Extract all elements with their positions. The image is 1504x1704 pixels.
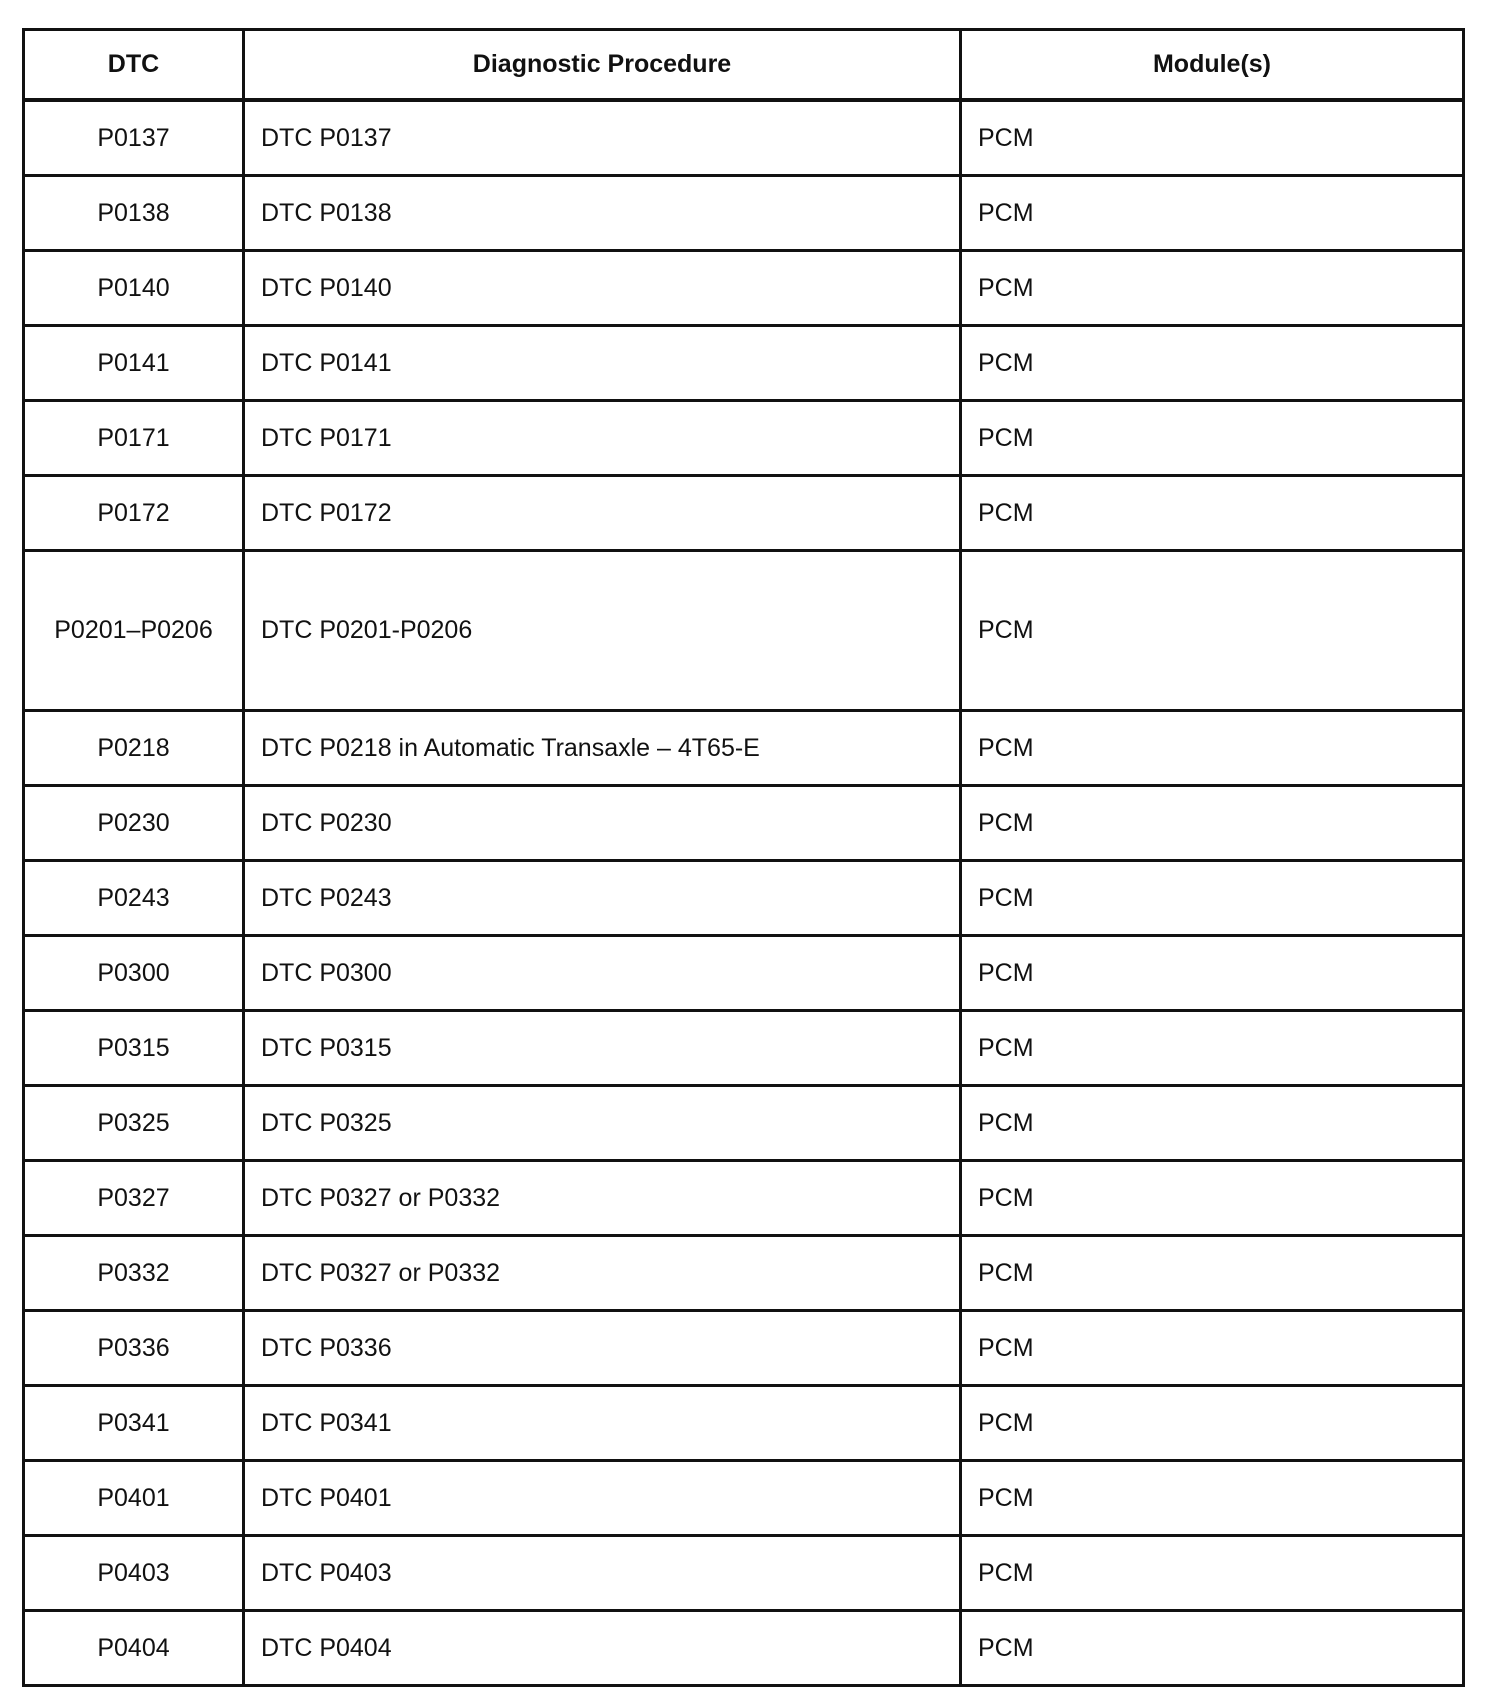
table-row: [24, 551, 1464, 711]
diagnostic-procedure: DTC P0327 or P0332: [244, 1161, 961, 1236]
module: PCM: [961, 1236, 1464, 1311]
module: PCM: [961, 176, 1464, 251]
table-row: [24, 1536, 1464, 1611]
module: PCM: [961, 1461, 1464, 1536]
table-row: [24, 1236, 1464, 1311]
table-row: [24, 401, 1464, 476]
table-row: [24, 936, 1464, 1011]
dtc-code: P0230: [24, 786, 244, 861]
module: PCM: [961, 1386, 1464, 1461]
table-body: [24, 100, 1464, 1686]
module: PCM: [961, 476, 1464, 551]
module: PCM: [961, 1011, 1464, 1086]
module: PCM: [961, 326, 1464, 401]
dtc-code: P0218: [24, 711, 244, 786]
table-row: [24, 476, 1464, 551]
table-row: [24, 786, 1464, 861]
diagnostic-procedure: DTC P0300: [244, 936, 961, 1011]
dtc-code: P0401: [24, 1461, 244, 1536]
module: PCM: [961, 100, 1464, 176]
diagnostic-procedure: DTC P0336: [244, 1311, 961, 1386]
module: PCM: [961, 251, 1464, 326]
module: PCM: [961, 936, 1464, 1011]
table-row: [24, 1011, 1464, 1086]
table-row: [24, 176, 1464, 251]
diagnostic-procedure: DTC P0327 or P0332: [244, 1236, 961, 1311]
dtc-code: P0140: [24, 251, 244, 326]
diagnostic-procedure: DTC P0315: [244, 1011, 961, 1086]
diagnostic-procedure: DTC P0172: [244, 476, 961, 551]
module: PCM: [961, 1161, 1464, 1236]
table-row: [24, 711, 1464, 786]
module: PCM: [961, 711, 1464, 786]
dtc-code: P0336: [24, 1311, 244, 1386]
dtc-code: P0137: [24, 100, 244, 176]
table-row: [24, 1311, 1464, 1386]
dtc-code: P0403: [24, 1536, 244, 1611]
header-modules: Module(s): [961, 30, 1464, 101]
diagnostic-procedure: DTC P0341: [244, 1386, 961, 1461]
dtc-code: P0332: [24, 1236, 244, 1311]
dtc-code: P0315: [24, 1011, 244, 1086]
table-row: [24, 1386, 1464, 1461]
dtc-code: P0171: [24, 401, 244, 476]
dtc-code: P0341: [24, 1386, 244, 1461]
module: PCM: [961, 786, 1464, 861]
diagnostic-procedure: DTC P0325: [244, 1086, 961, 1161]
diagnostic-procedure: DTC P0138: [244, 176, 961, 251]
header-dtc: DTC: [24, 30, 244, 101]
table-row: [24, 100, 1464, 176]
module: PCM: [961, 861, 1464, 936]
diagnostic-procedure: DTC P0141: [244, 326, 961, 401]
dtc-code: P0141: [24, 326, 244, 401]
dtc-code: P0243: [24, 861, 244, 936]
diagnostic-procedure: DTC P0218 in Automatic Transaxle – 4T65-E: [244, 711, 961, 786]
dtc-code: P0201–P0206: [24, 551, 244, 711]
dtc-code: P0327: [24, 1161, 244, 1236]
table-row: [24, 326, 1464, 401]
diagnostic-procedure: DTC P0137: [244, 100, 961, 176]
dtc-code: P0404: [24, 1611, 244, 1686]
header-row: [24, 30, 1464, 101]
dtc-code: P0172: [24, 476, 244, 551]
table-row: [24, 1611, 1464, 1686]
module: PCM: [961, 1311, 1464, 1386]
table-header: [24, 30, 1464, 101]
diagnostic-procedure: DTC P0171: [244, 401, 961, 476]
dtc-code: P0325: [24, 1086, 244, 1161]
module: PCM: [961, 1536, 1464, 1611]
module: PCM: [961, 1611, 1464, 1686]
module: PCM: [961, 1086, 1464, 1161]
module: PCM: [961, 551, 1464, 711]
table-row: [24, 1161, 1464, 1236]
diagnostic-procedure: DTC P0243: [244, 861, 961, 936]
diagnostic-procedure: DTC P0230: [244, 786, 961, 861]
diagnostic-procedure: DTC P0404: [244, 1611, 961, 1686]
table-row: [24, 251, 1464, 326]
table-row: [24, 861, 1464, 936]
dtc-code: P0138: [24, 176, 244, 251]
diagnostic-procedure: DTC P0403: [244, 1536, 961, 1611]
diagnostic-procedure: DTC P0201-P0206: [244, 551, 961, 711]
module: PCM: [961, 401, 1464, 476]
table-row: [24, 1086, 1464, 1161]
diagnostic-procedure: DTC P0140: [244, 251, 961, 326]
header-diagnostic-procedure: Diagnostic Procedure: [244, 30, 961, 101]
table-row: [24, 1461, 1464, 1536]
dtc-table: [22, 28, 1465, 1687]
dtc-code: P0300: [24, 936, 244, 1011]
diagnostic-procedure: DTC P0401: [244, 1461, 961, 1536]
